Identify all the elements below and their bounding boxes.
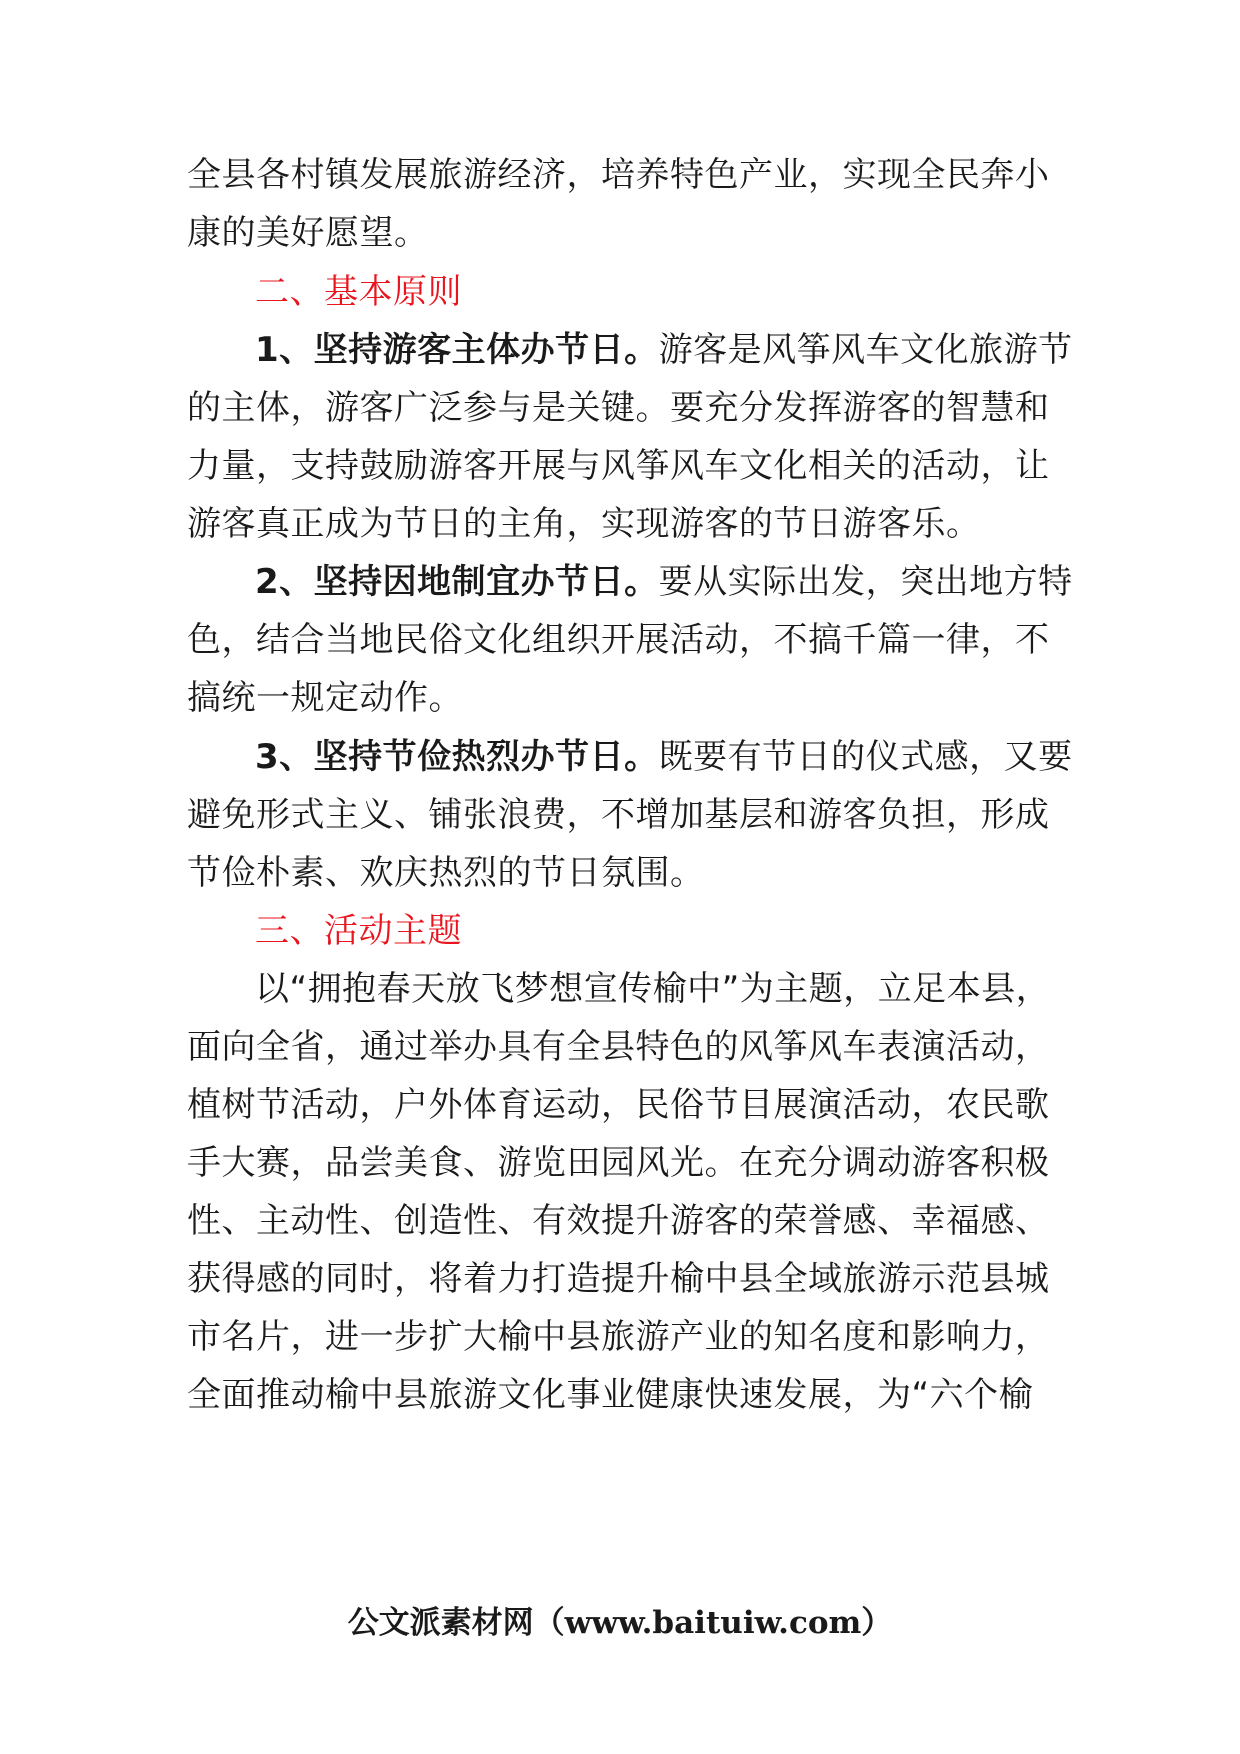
body-line: 面向全省，通过举办具有全县特色的风筝风车表演活动， — [187, 1027, 1050, 1067]
footer-watermark: 公文派素材网（www.baituiw.com） — [347, 1605, 893, 1641]
body-line: 全面推动榆中县旅游文化事业健康快速发展，为“六个榆 — [187, 1375, 1034, 1415]
principle-title: 2、坚持因地制宜办节日。 — [255, 562, 659, 602]
body-line: 游客真正成为节日的主角，实现游客的节日游客乐。 — [187, 504, 981, 544]
body-line: 搞统一规定动作。 — [187, 678, 463, 718]
principle-text: 要从实际出发，突出地方特 — [658, 562, 1073, 602]
body-line: 力量，支持鼓励游客开展与风筝风车文化相关的活动，让 — [187, 446, 1050, 486]
principle-line — [255, 329, 1073, 371]
principle-title: 3、坚持节俭热烈办节日。 — [255, 737, 659, 777]
principle-text: 游客是风筝风车文化旅游节 — [658, 330, 1073, 370]
body-line: 以“拥抱春天放飞梦想宣传榆中”为主题，立足本县， — [255, 969, 1051, 1009]
section-heading: 三、活动主题 — [255, 911, 462, 951]
body-line: 康的美好愿望。 — [187, 213, 429, 253]
body-line: 植树节活动，户外体育运动，民俗节目展演活动，农民歌 — [187, 1085, 1050, 1125]
section-heading: 二、基本原则 — [255, 272, 462, 312]
principle-line — [255, 561, 1073, 603]
principle-title: 1、坚持游客主体办节日。 — [255, 330, 659, 370]
principle-text: 既要有节日的仪式感，又要 — [658, 737, 1073, 777]
body-line: 避免形式主义、铺张浪费，不增加基层和游客负担，形成 — [187, 795, 1050, 835]
body-line: 色，结合当地民俗文化组织开展活动，不搞千篇一律，不 — [187, 620, 1050, 660]
body-line: 获得感的同时，将着力打造提升榆中县全域旅游示范县城 — [187, 1259, 1050, 1299]
body-line: 手大赛，品尝美食、游览田园风光。在充分调动游客积极 — [187, 1143, 1050, 1183]
body-line: 市名片，进一步扩大榆中县旅游产业的知名度和影响力， — [187, 1317, 1050, 1357]
body-line: 性、主动性、创造性、有效提升游客的荣誉感、幸福感、 — [187, 1201, 1050, 1241]
body-line: 节俭朴素、欢庆热烈的节日氛围。 — [187, 853, 705, 893]
principle-line — [255, 736, 1073, 778]
body-line: 的主体，游客广泛参与是关键。要充分发挥游客的智慧和 — [187, 388, 1050, 428]
body-line: 全县各村镇发展旅游经济，培养特色产业，实现全民奔小 — [187, 155, 1050, 195]
